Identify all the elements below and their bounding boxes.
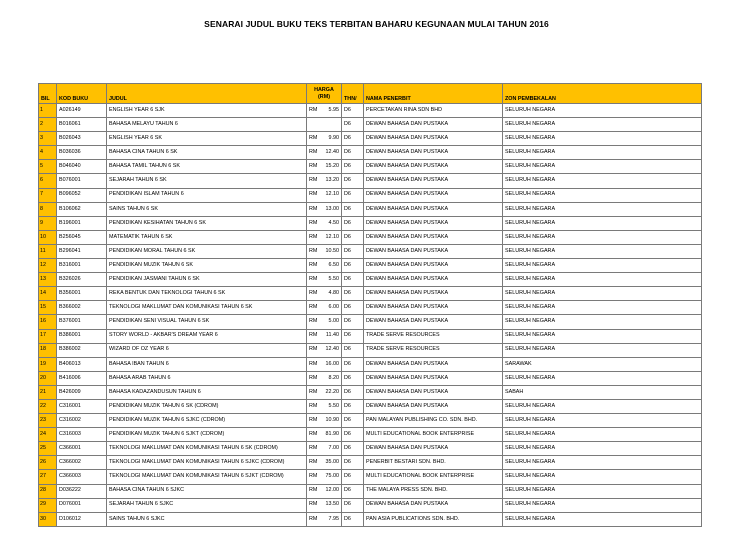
row-harga: 4.50 [321, 216, 342, 230]
header-harga-unit: (RM) [318, 93, 330, 100]
row-nama-penerbit: PAN MALAYAN PUBLISHING CO. SDN. BHD. [364, 414, 503, 428]
row-thn: D6 [342, 104, 364, 118]
row-nama-penerbit: THE MALAYA PRESS SDN. BHD. [364, 484, 503, 498]
row-thn: D6 [342, 259, 364, 273]
row-thn: D6 [342, 160, 364, 174]
table-row [39, 512, 702, 526]
row-zon-pembekalan: SELURUH NEGARA [503, 202, 702, 216]
row-bil: 8 [39, 202, 57, 216]
row-zon-pembekalan: SELURUH NEGARA [503, 259, 702, 273]
row-kod-buku: C316002 [57, 414, 107, 428]
row-judul: PENDIDIKAN MUZIK TAHUN 6 SJKT (CDROM) [107, 428, 307, 442]
row-bil: 23 [39, 414, 57, 428]
row-currency: RM [307, 259, 321, 273]
row-currency: RM [307, 385, 321, 399]
row-zon-pembekalan: SELURUH NEGARA [503, 442, 702, 456]
row-judul: MATEMATIK TAHUN 6 SK [107, 230, 307, 244]
row-currency: RM [307, 273, 321, 287]
row-bil: 5 [39, 160, 57, 174]
row-judul: PENDIDIKAN ISLAM TAHUN 6 [107, 188, 307, 202]
row-thn: D6 [342, 230, 364, 244]
row-judul: PENDIDIKAN KESIHATAN TAHUN 6 SK [107, 216, 307, 230]
row-kod-buku: B376001 [57, 315, 107, 329]
row-currency: RM [307, 428, 321, 442]
row-judul: BAHASA MELAYU TAHUN 6 [107, 118, 307, 132]
table-row [39, 146, 702, 160]
row-currency: RM [307, 470, 321, 484]
row-nama-penerbit: PERCETAKAN RINA SDN BHD [364, 104, 503, 118]
row-thn: D6 [342, 244, 364, 258]
row-zon-pembekalan: SELURUH NEGARA [503, 470, 702, 484]
row-judul: WIZARD OF OZ YEAR 6 [107, 343, 307, 357]
row-currency [307, 118, 321, 132]
row-bil: 1 [39, 104, 57, 118]
table-row [39, 301, 702, 315]
table-row [39, 104, 702, 118]
row-bil: 10 [39, 230, 57, 244]
row-harga: 12.10 [321, 230, 342, 244]
row-harga: 12.10 [321, 188, 342, 202]
row-harga [321, 118, 342, 132]
row-nama-penerbit: DEWAN BAHASA DAN PUSTAKA [364, 244, 503, 258]
row-bil: 25 [39, 442, 57, 456]
row-kod-buku: B036036 [57, 146, 107, 160]
row-zon-pembekalan: SELURUH NEGARA [503, 132, 702, 146]
row-currency: RM [307, 343, 321, 357]
row-nama-penerbit: DEWAN BAHASA DAN PUSTAKA [364, 399, 503, 413]
table-row [39, 343, 702, 357]
row-currency: RM [307, 512, 321, 526]
row-judul: STORY WORLD - AKBAR'S DREAM YEAR 6 [107, 329, 307, 343]
row-thn: D6 [342, 498, 364, 512]
row-bil: 13 [39, 273, 57, 287]
row-zon-pembekalan: SELURUH NEGARA [503, 343, 702, 357]
row-judul: PENDIDIKAN MUZIK TAHUN 6 SK [107, 259, 307, 273]
table-row [39, 357, 702, 371]
header-thn: THN/ [342, 84, 364, 104]
row-harga: 11.40 [321, 329, 342, 343]
row-nama-penerbit: TRADE SERVE RESOURCES [364, 329, 503, 343]
row-nama-penerbit: DEWAN BAHASA DAN PUSTAKA [364, 132, 503, 146]
row-thn: D6 [342, 371, 364, 385]
row-thn: D6 [342, 202, 364, 216]
row-thn: D6 [342, 132, 364, 146]
table-row [39, 230, 702, 244]
row-judul: BAHASA KADAZANDUSUN TAHUN 6 [107, 385, 307, 399]
row-bil: 28 [39, 484, 57, 498]
row-thn: D6 [342, 357, 364, 371]
row-nama-penerbit: TRADE SERVE RESOURCES [364, 343, 503, 357]
row-kod-buku: B316001 [57, 259, 107, 273]
table-row [39, 329, 702, 343]
row-thn: D6 [342, 470, 364, 484]
row-bil: 15 [39, 301, 57, 315]
row-harga: 15.20 [321, 160, 342, 174]
header-bil: BIL [39, 84, 57, 104]
row-harga: 22.20 [321, 385, 342, 399]
row-judul: SEJARAH TAHUN 6 SJKC [107, 498, 307, 512]
row-bil: 11 [39, 244, 57, 258]
row-judul: PENDIDIKAN MUZIK TAHUN 6 SJKC (CDROM) [107, 414, 307, 428]
row-kod-buku: B046040 [57, 160, 107, 174]
row-zon-pembekalan: SELURUH NEGARA [503, 301, 702, 315]
row-harga: 12.40 [321, 146, 342, 160]
row-kod-buku: B416006 [57, 371, 107, 385]
row-harga: 35.00 [321, 456, 342, 470]
row-harga: 5.50 [321, 273, 342, 287]
row-harga: 6.50 [321, 259, 342, 273]
row-currency: RM [307, 202, 321, 216]
row-kod-buku: D106012 [57, 512, 107, 526]
table-row [39, 287, 702, 301]
row-harga: 12.00 [321, 484, 342, 498]
row-kod-buku: B296041 [57, 244, 107, 258]
row-nama-penerbit: DEWAN BAHASA DAN PUSTAKA [364, 315, 503, 329]
table-header-row [39, 84, 702, 104]
table-row [39, 244, 702, 258]
row-harga: 5.95 [321, 104, 342, 118]
row-judul: ENGLISH YEAR 6 SJK [107, 104, 307, 118]
row-bil: 19 [39, 357, 57, 371]
header-harga [307, 84, 342, 104]
row-judul: BAHASA TAMIL TAHUN 6 SK [107, 160, 307, 174]
row-kod-buku: B196001 [57, 216, 107, 230]
row-nama-penerbit: MULTI EDUCATIONAL BOOK ENTERPRISE [364, 428, 503, 442]
row-zon-pembekalan: SELURUH NEGARA [503, 428, 702, 442]
row-zon-pembekalan: SELURUH NEGARA [503, 329, 702, 343]
row-kod-buku: B076001 [57, 174, 107, 188]
table-row [39, 132, 702, 146]
row-zon-pembekalan: SELURUH NEGARA [503, 160, 702, 174]
row-nama-penerbit: DEWAN BAHASA DAN PUSTAKA [364, 160, 503, 174]
row-kod-buku: B026043 [57, 132, 107, 146]
header-nama-penerbit: NAMA PENERBIT [364, 84, 503, 104]
row-bil: 22 [39, 399, 57, 413]
row-nama-penerbit: DEWAN BAHASA DAN PUSTAKA [364, 146, 503, 160]
row-zon-pembekalan: SELURUH NEGARA [503, 414, 702, 428]
row-judul: BAHASA CINA TAHUN 6 SJKC [107, 484, 307, 498]
row-harga: 13.00 [321, 202, 342, 216]
row-zon-pembekalan: SABAH [503, 385, 702, 399]
row-currency: RM [307, 287, 321, 301]
table-row [39, 315, 702, 329]
table-row [39, 470, 702, 484]
row-harga: 12.40 [321, 343, 342, 357]
table-row [39, 399, 702, 413]
row-currency: RM [307, 188, 321, 202]
table-row [39, 259, 702, 273]
row-currency: RM [307, 371, 321, 385]
table-row [39, 428, 702, 442]
row-bil: 6 [39, 174, 57, 188]
row-thn: D6 [342, 399, 364, 413]
row-harga: 81.90 [321, 428, 342, 442]
table-row [39, 160, 702, 174]
row-judul: REKA BENTUK DAN TEKNOLOGI TAHUN 6 SK [107, 287, 307, 301]
row-thn: D6 [342, 414, 364, 428]
row-judul: TEKNOLOGI MAKLUMAT DAN KOMUNIKASI TAHUN 6 SJKT (CDROM) [107, 470, 307, 484]
row-harga: 5.00 [321, 315, 342, 329]
row-zon-pembekalan: SELURUH NEGARA [503, 118, 702, 132]
table-row [39, 442, 702, 456]
row-harga: 10.50 [321, 244, 342, 258]
row-judul: PENDIDIKAN MUZIK TAHUN 6 SK (CDROM) [107, 399, 307, 413]
header-zon-pembekalan: ZON PEMBEKALAN [503, 84, 702, 104]
row-currency: RM [307, 104, 321, 118]
row-nama-penerbit: DEWAN BAHASA DAN PUSTAKA [364, 273, 503, 287]
row-harga: 5.50 [321, 399, 342, 413]
row-harga: 7.95 [321, 512, 342, 526]
row-thn: D6 [342, 428, 364, 442]
row-nama-penerbit: DEWAN BAHASA DAN PUSTAKA [364, 230, 503, 244]
row-thn: D6 [342, 456, 364, 470]
book-table [38, 83, 702, 527]
document-title: SENARAI JUDUL BUKU TEKS TERBITAN BAHARU KEGUNAAN MULAI TAHUN 2016 [204, 19, 549, 29]
row-kod-buku: B106062 [57, 202, 107, 216]
row-nama-penerbit: DEWAN BAHASA DAN PUSTAKA [364, 174, 503, 188]
row-nama-penerbit: DEWAN BAHASA DAN PUSTAKA [364, 216, 503, 230]
row-kod-buku: C316003 [57, 428, 107, 442]
row-nama-penerbit: DEWAN BAHASA DAN PUSTAKA [364, 357, 503, 371]
row-kod-buku: D036222 [57, 484, 107, 498]
row-judul: TEKNOLOGI MAKLUMAT DAN KOMUNIKASI TAHUN 6 SJKC (CDROM) [107, 456, 307, 470]
row-bil: 14 [39, 287, 57, 301]
row-kod-buku: B326026 [57, 273, 107, 287]
row-bil: 3 [39, 132, 57, 146]
row-nama-penerbit: DEWAN BAHASA DAN PUSTAKA [364, 385, 503, 399]
row-currency: RM [307, 329, 321, 343]
header-harga-label: HARGA [314, 87, 334, 94]
table-row [39, 174, 702, 188]
row-nama-penerbit: MULTI EDUCATIONAL BOOK ENTERPRISE [364, 470, 503, 484]
row-kod-buku: D076001 [57, 498, 107, 512]
row-currency: RM [307, 498, 321, 512]
row-harga: 4.80 [321, 287, 342, 301]
row-harga: 75.00 [321, 470, 342, 484]
row-currency: RM [307, 456, 321, 470]
row-nama-penerbit: DEWAN BAHASA DAN PUSTAKA [364, 118, 503, 132]
row-harga: 7.00 [321, 442, 342, 456]
row-zon-pembekalan: SELURUH NEGARA [503, 315, 702, 329]
header-judul: JUDUL [107, 84, 307, 104]
row-thn: D6 [342, 174, 364, 188]
row-zon-pembekalan: SELURUH NEGARA [503, 399, 702, 413]
row-bil: 16 [39, 315, 57, 329]
row-thn: D6 [342, 315, 364, 329]
row-currency: RM [307, 230, 321, 244]
table-row [39, 498, 702, 512]
row-bil: 21 [39, 385, 57, 399]
row-judul: PENDIDIKAN MORAL TAHUN 6 SK [107, 244, 307, 258]
row-thn: D6 [342, 188, 364, 202]
row-currency: RM [307, 146, 321, 160]
row-judul: PENDIDIKAN JASMANI TAHUN 6 SK [107, 273, 307, 287]
table-row [39, 456, 702, 470]
table-row [39, 216, 702, 230]
row-nama-penerbit: DEWAN BAHASA DAN PUSTAKA [364, 371, 503, 385]
row-thn: D6 [342, 287, 364, 301]
row-kod-buku: B356001 [57, 287, 107, 301]
row-thn: D6 [342, 273, 364, 287]
row-harga: 9.90 [321, 132, 342, 146]
row-zon-pembekalan: SELURUH NEGARA [503, 216, 702, 230]
row-zon-pembekalan: SELURUH NEGARA [503, 174, 702, 188]
row-nama-penerbit: DEWAN BAHASA DAN PUSTAKA [364, 442, 503, 456]
row-nama-penerbit: DEWAN BAHASA DAN PUSTAKA [364, 188, 503, 202]
row-zon-pembekalan: SELURUH NEGARA [503, 188, 702, 202]
row-kod-buku: C366003 [57, 470, 107, 484]
row-nama-penerbit: DEWAN BAHASA DAN PUSTAKA [364, 498, 503, 512]
row-kod-buku: B256045 [57, 230, 107, 244]
row-zon-pembekalan: SELURUH NEGARA [503, 146, 702, 160]
row-zon-pembekalan: SELURUH NEGARA [503, 484, 702, 498]
row-thn: D6 [342, 512, 364, 526]
row-harga: 13.50 [321, 498, 342, 512]
row-currency: RM [307, 244, 321, 258]
row-harga: 13.20 [321, 174, 342, 188]
row-kod-buku: C366002 [57, 456, 107, 470]
row-judul: TEKNOLOGI MAKLUMAT DAN KOMUNIKASI TAHUN 6 SK (CDROM) [107, 442, 307, 456]
row-harga: 10.90 [321, 414, 342, 428]
row-zon-pembekalan: SELURUH NEGARA [503, 104, 702, 118]
row-bil: 12 [39, 259, 57, 273]
row-currency: RM [307, 442, 321, 456]
row-judul: SEJARAH TAHUN 6 SK [107, 174, 307, 188]
row-bil: 29 [39, 498, 57, 512]
row-bil: 17 [39, 329, 57, 343]
row-currency: RM [307, 301, 321, 315]
row-thn: D6 [342, 442, 364, 456]
row-bil: 26 [39, 456, 57, 470]
row-judul: ENGLISH YEAR 6 SK [107, 132, 307, 146]
row-harga: 8.20 [321, 371, 342, 385]
row-kod-buku: A026149 [57, 104, 107, 118]
row-currency: RM [307, 160, 321, 174]
row-thn: D6 [342, 385, 364, 399]
row-bil: 24 [39, 428, 57, 442]
row-zon-pembekalan: SELURUH NEGARA [503, 244, 702, 258]
row-judul: BAHASA ARAB TAHUN 6 [107, 371, 307, 385]
row-bil: 18 [39, 343, 57, 357]
table-row [39, 118, 702, 132]
row-bil: 9 [39, 216, 57, 230]
row-zon-pembekalan: SELURUH NEGARA [503, 371, 702, 385]
row-zon-pembekalan: SELURUH NEGARA [503, 498, 702, 512]
row-kod-buku: B386001 [57, 329, 107, 343]
row-kod-buku: B406013 [57, 357, 107, 371]
row-nama-penerbit: DEWAN BAHASA DAN PUSTAKA [364, 287, 503, 301]
row-kod-buku: B096052 [57, 188, 107, 202]
row-currency: RM [307, 357, 321, 371]
row-bil: 4 [39, 146, 57, 160]
table-row [39, 273, 702, 287]
row-zon-pembekalan: SELURUH NEGARA [503, 273, 702, 287]
row-thn: D6 [342, 329, 364, 343]
row-currency: RM [307, 132, 321, 146]
row-currency: RM [307, 315, 321, 329]
row-kod-buku: C366001 [57, 442, 107, 456]
row-zon-pembekalan: SELURUH NEGARA [503, 512, 702, 526]
table-row [39, 414, 702, 428]
row-thn: D6 [342, 118, 364, 132]
header-kod-buku: KOD BUKU [57, 84, 107, 104]
row-kod-buku: B366002 [57, 301, 107, 315]
row-kod-buku: B426009 [57, 385, 107, 399]
row-nama-penerbit: DEWAN BAHASA DAN PUSTAKA [364, 202, 503, 216]
row-zon-pembekalan: SELURUH NEGARA [503, 230, 702, 244]
row-bil: 30 [39, 512, 57, 526]
row-zon-pembekalan: SELURUH NEGARA [503, 456, 702, 470]
row-currency: RM [307, 399, 321, 413]
row-kod-buku: C316001 [57, 399, 107, 413]
table-row [39, 371, 702, 385]
row-currency: RM [307, 174, 321, 188]
row-harga: 16.00 [321, 357, 342, 371]
row-judul: SAINS TAHUN 6 SJKC [107, 512, 307, 526]
row-bil: 2 [39, 118, 57, 132]
row-zon-pembekalan: SELURUH NEGARA [503, 287, 702, 301]
row-thn: D6 [342, 301, 364, 315]
row-judul: SAINS TAHUN 6 SK [107, 202, 307, 216]
row-thn: D6 [342, 343, 364, 357]
row-zon-pembekalan: SARAWAK [503, 357, 702, 371]
row-nama-penerbit: PAN ASIA PUBLICATIONS SDN. BHD. [364, 512, 503, 526]
table-row [39, 484, 702, 498]
row-thn: D6 [342, 484, 364, 498]
row-nama-penerbit: PENERBIT BESTARI SDN. BHD. [364, 456, 503, 470]
row-judul: BAHASA IBAN TAHUN 6 [107, 357, 307, 371]
table-row [39, 202, 702, 216]
row-thn: D6 [342, 146, 364, 160]
table-row [39, 385, 702, 399]
row-kod-buku: B016061 [57, 118, 107, 132]
row-judul: PENDIDIKAN SENI VISUAL TAHUN 6 SK [107, 315, 307, 329]
row-bil: 20 [39, 371, 57, 385]
row-bil: 27 [39, 470, 57, 484]
table-body [39, 104, 702, 527]
row-harga: 6.00 [321, 301, 342, 315]
row-nama-penerbit: DEWAN BAHASA DAN PUSTAKA [364, 301, 503, 315]
row-currency: RM [307, 414, 321, 428]
row-judul: TEKNOLOGI MAKLUMAT DAN KOMUNIKASI TAHUN 6 SK [107, 301, 307, 315]
row-currency: RM [307, 216, 321, 230]
row-bil: 7 [39, 188, 57, 202]
row-nama-penerbit: DEWAN BAHASA DAN PUSTAKA [364, 259, 503, 273]
table-row [39, 188, 702, 202]
row-currency: RM [307, 484, 321, 498]
row-kod-buku: B386002 [57, 343, 107, 357]
row-judul: BAHASA CINA TAHUN 6 SK [107, 146, 307, 160]
row-thn: D6 [342, 216, 364, 230]
